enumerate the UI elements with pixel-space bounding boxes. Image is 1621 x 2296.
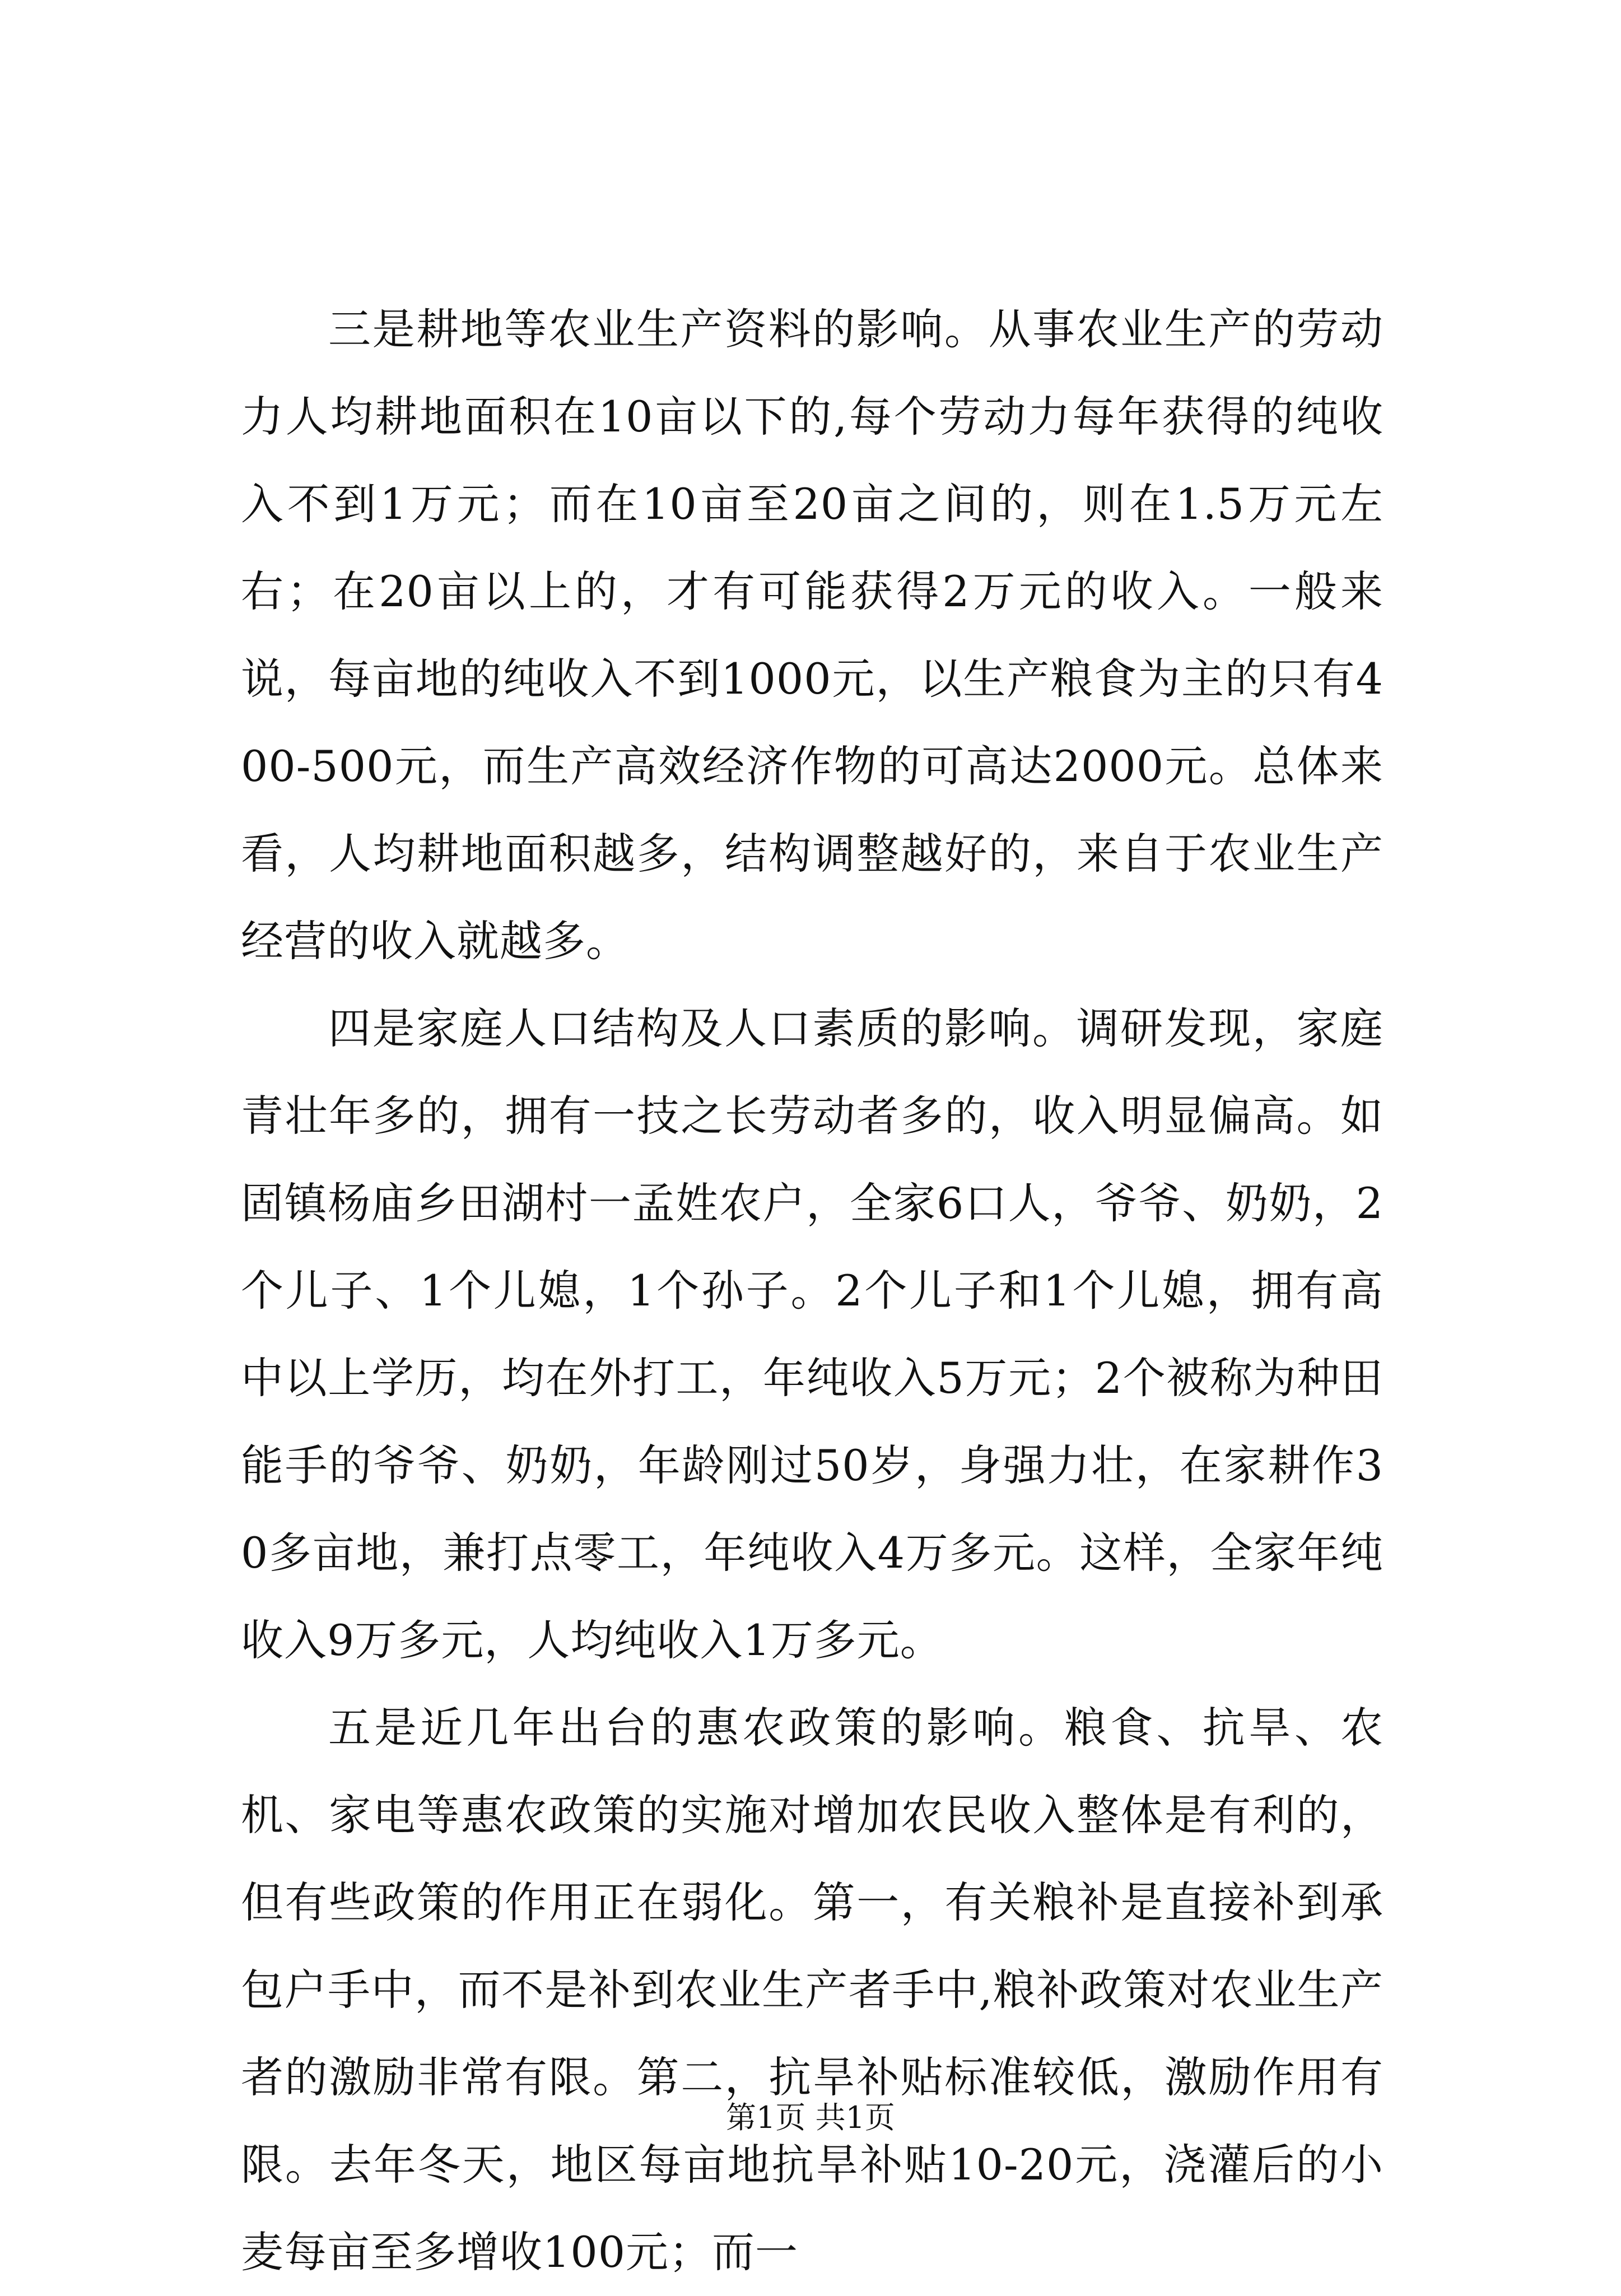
paragraph-farmland: 三是耕地等农业生产资料的影响。从事农业生产的劳动力人均耕地面积在10亩以下的,每个劳动力每年获得的纯收入不到1万元；而在10亩至20亩之间的，则在1.5万元左右；在20亩以上的，才有可能获得2万元的收入。一般来说，每亩地的纯收入不到1000元，以生产粮食为主的只有400-500元，而生产高效经济作物的可高达2000元。总体来看，人均耕地面积越多，结构调整越好的，来自于农业生产经营的收入就越多。 — [241, 304, 1384, 966]
paragraph-policy: 五是近几年出台的惠农政策的影响。粮食、抗旱、农机、家电等惠农政策的实施对增加农民收入整体是有利的，但有些政策的作用正在弱化。第一，有关粮补是直接补到承包户手中，而不是补到农业生产者手中,粮补政策对农业生产者的激励非常有限。第二，抗旱补贴标准较低，激励作用有限。去年冬天，地区每亩地抗旱补贴10-20元，浇灌后的小麦每亩至多增收100元；而一 — [241, 1703, 1384, 2277]
page-footer: 第1页 共1页 — [726, 2100, 895, 2135]
document-body — [241, 286, 1384, 2296]
paragraph-household: 四是家庭人口结构及人口素质的影响。调研发现，家庭青壮年多的，拥有一技之长劳动者多的，收入明显偏高。如固镇杨庙乡田湖村一孟姓农户，全家6口人，爷爷、奶奶，2个儿子、1个儿媳，1个孙子。2个儿子和1个儿媳，拥有高中以上学历，均在外打工，年纯收入5万元；2个被称为种田能手的爷爷、奶奶，年龄刚过50岁，身强力壮，在家耕作30多亩地，兼打点零工，年纯收入4万多元。这样，全家年纯收入9万多元，人均纯收入1万多元。 — [241, 1003, 1384, 1665]
